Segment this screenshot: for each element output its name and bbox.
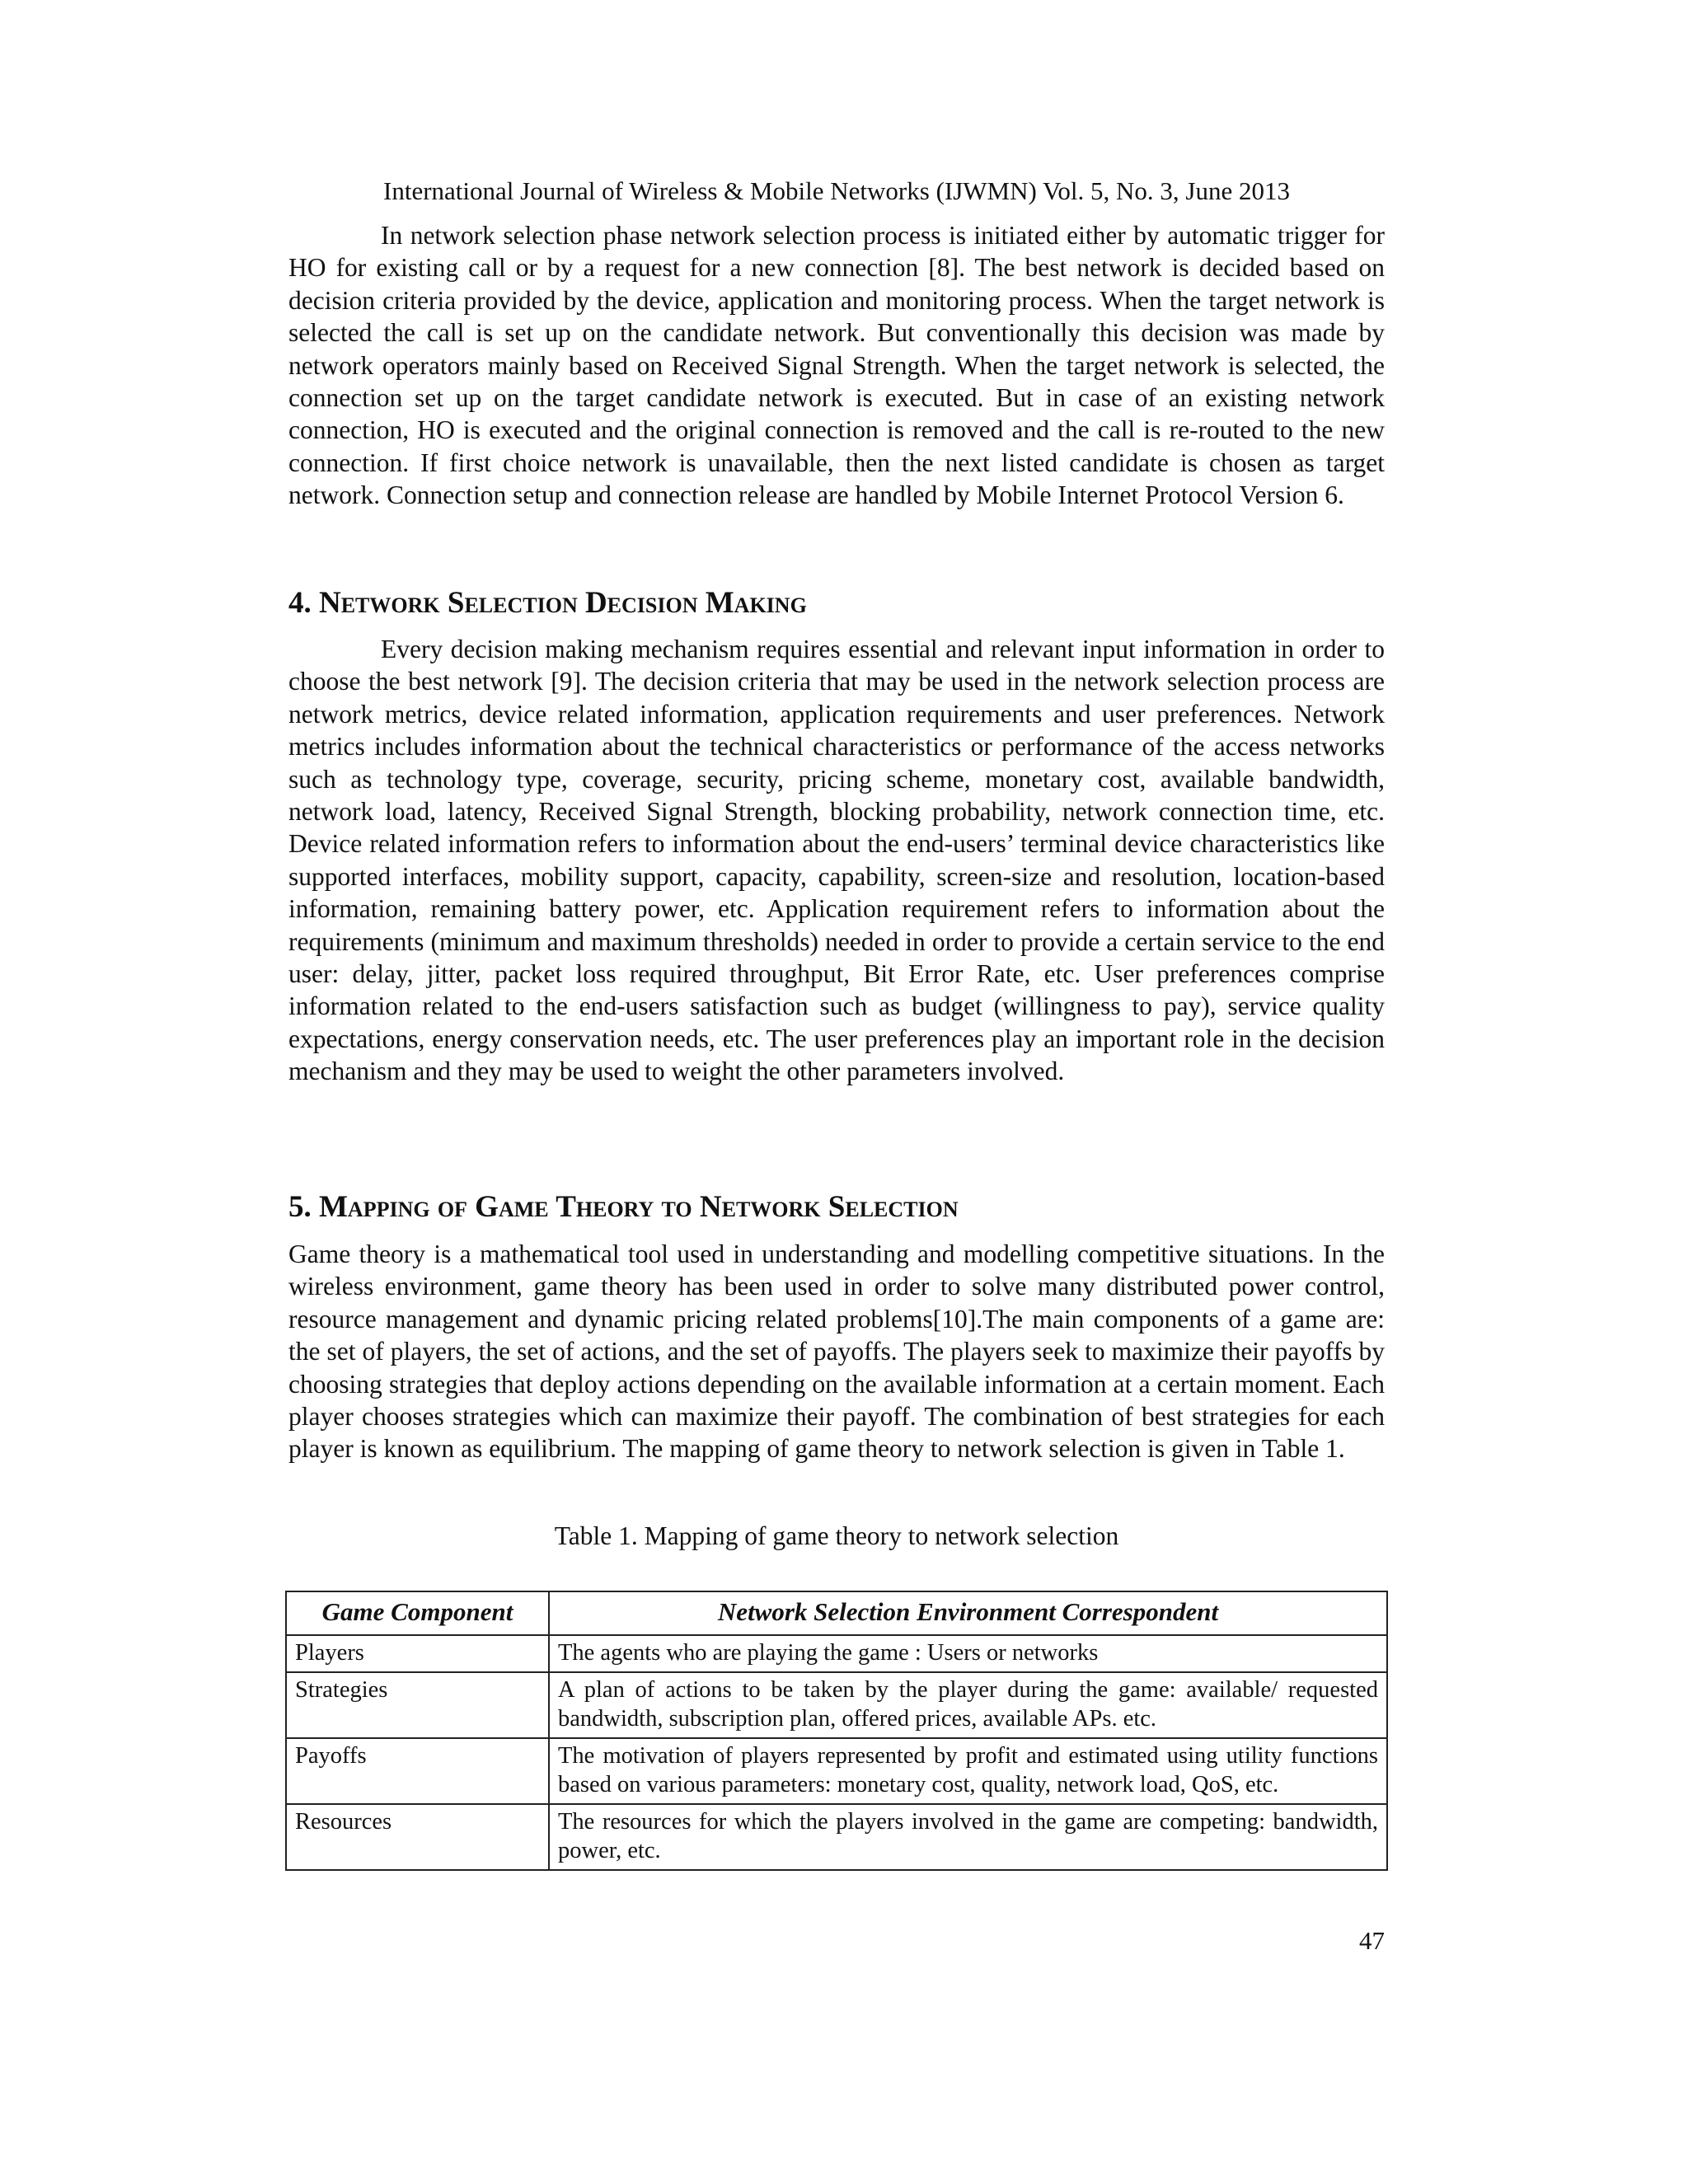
table-row <box>286 1804 1387 1870</box>
table-caption: Table 1. Mapping of game theory to network selection <box>554 1521 1119 1550</box>
table-cell-correspondent: The agents who are playing the game : Users or networks <box>549 1635 1387 1672</box>
table-cell-correspondent: The motivation of players represented by profit and estimated using utility functions based on various parameters: monetary cost, quality, network load, QoS, etc. <box>549 1738 1387 1804</box>
table-cell-correspondent: The resources for which the players involved in the game are competing: bandwidth, power, etc. <box>549 1804 1387 1870</box>
table-row <box>286 1635 1387 1672</box>
table-header-cell: Game Component <box>286 1591 549 1635</box>
document-page <box>288 0 1385 2184</box>
section-5-paragraph: Game theory is a mathematical tool used in understanding and modelling competitive situations. In the wireless environment, game theory has been used in order to solve many distributed power control, resource management and dynamic pricing related problems[10].The main components of a game are: the set of players, the set of actions, and the set of payoffs. The players seek to maximize their payoffs by choosing strategies that deploy actions depending on the available information at a certain moment. Each player chooses strategies which can maximize their payoff. The combination of best strategies for each player is known as equilibrium. The mapping of game theory to network selection is given in Table 1. <box>288 1240 1385 1464</box>
mapping-table <box>285 1591 1388 1871</box>
table-header-row <box>286 1591 1387 1635</box>
table-header-cell: Network Selection Environment Correspondent <box>549 1591 1387 1635</box>
table-row <box>286 1672 1387 1738</box>
table-row <box>286 1738 1387 1804</box>
table-cell-correspondent: A plan of actions to be taken by the player during the game: available/ requested bandwidth, subscription plan, offered prices, available APs. etc. <box>549 1672 1387 1738</box>
table-cell-component: Players <box>286 1635 549 1672</box>
table-cell-component: Strategies <box>286 1672 549 1738</box>
section-4-heading: 4. Network Selection Decision Making <box>288 586 807 620</box>
table-cell-component: Payoffs <box>286 1738 549 1804</box>
section-5-heading: 5. Mapping of Game Theory to Network Selection <box>288 1190 959 1224</box>
intro-paragraph: In network selection phase network selection process is initiated either by automatic trigger for HO for existing call or by a request for a new connection [8]. The best network is decided based on decision criteria provided by the device, application and monitoring process. When the target network is selected the call is set up on the candidate network. But conventionally this decision was made by network operators mainly based on Received Signal Strength. When the target network is selected, the connection set up on the target candidate network is executed. But in case of an existing network connection, HO is executed and the original connection is removed and the call is re-routed to the new connection. If first choice network is unavailable, then the next listed candidate is chosen as target network. Connection setup and connection release are handled by Mobile Internet Protocol Version 6. <box>288 221 1385 510</box>
page-number: 47 <box>1359 1926 1385 1955</box>
section-4-paragraph: Every decision making mechanism requires essential and relevant input information in order to choose the best network [9]. The decision criteria that may be used in the network selection process are network metrics, device related information, application requirements and user preferences. Network metrics includes information about the technical characteristics or performance of the access networks such as technology type, coverage, security, pricing scheme, monetary cost, available bandwidth, network load, latency, Received Signal Strength, blocking probability, network connection time, etc. Device related information refers to information about the end-users’ terminal device characteristics like supported interfaces, mobility support, capacity, capability, screen-size and resolution, location-based information, remaining battery power, etc. Application requirement refers to information about the requirements (minimum and maximum thresholds) needed in order to provide a certain service to the end user: delay, jitter, packet loss required throughput, Bit Error Rate, etc. User preferences comprise information related to the end-users satisfaction such as budget (willingness to pay), service quality expectations, energy conservation needs, etc. The user preferences play an important role in the decision mechanism and they may be used to weight the other parameters involved. <box>288 635 1385 1086</box>
running-header: International Journal of Wireless & Mobile Networks (IJWMN) Vol. 5, No. 3, June 2013 <box>383 176 1290 205</box>
table-cell-component: Resources <box>286 1804 549 1870</box>
